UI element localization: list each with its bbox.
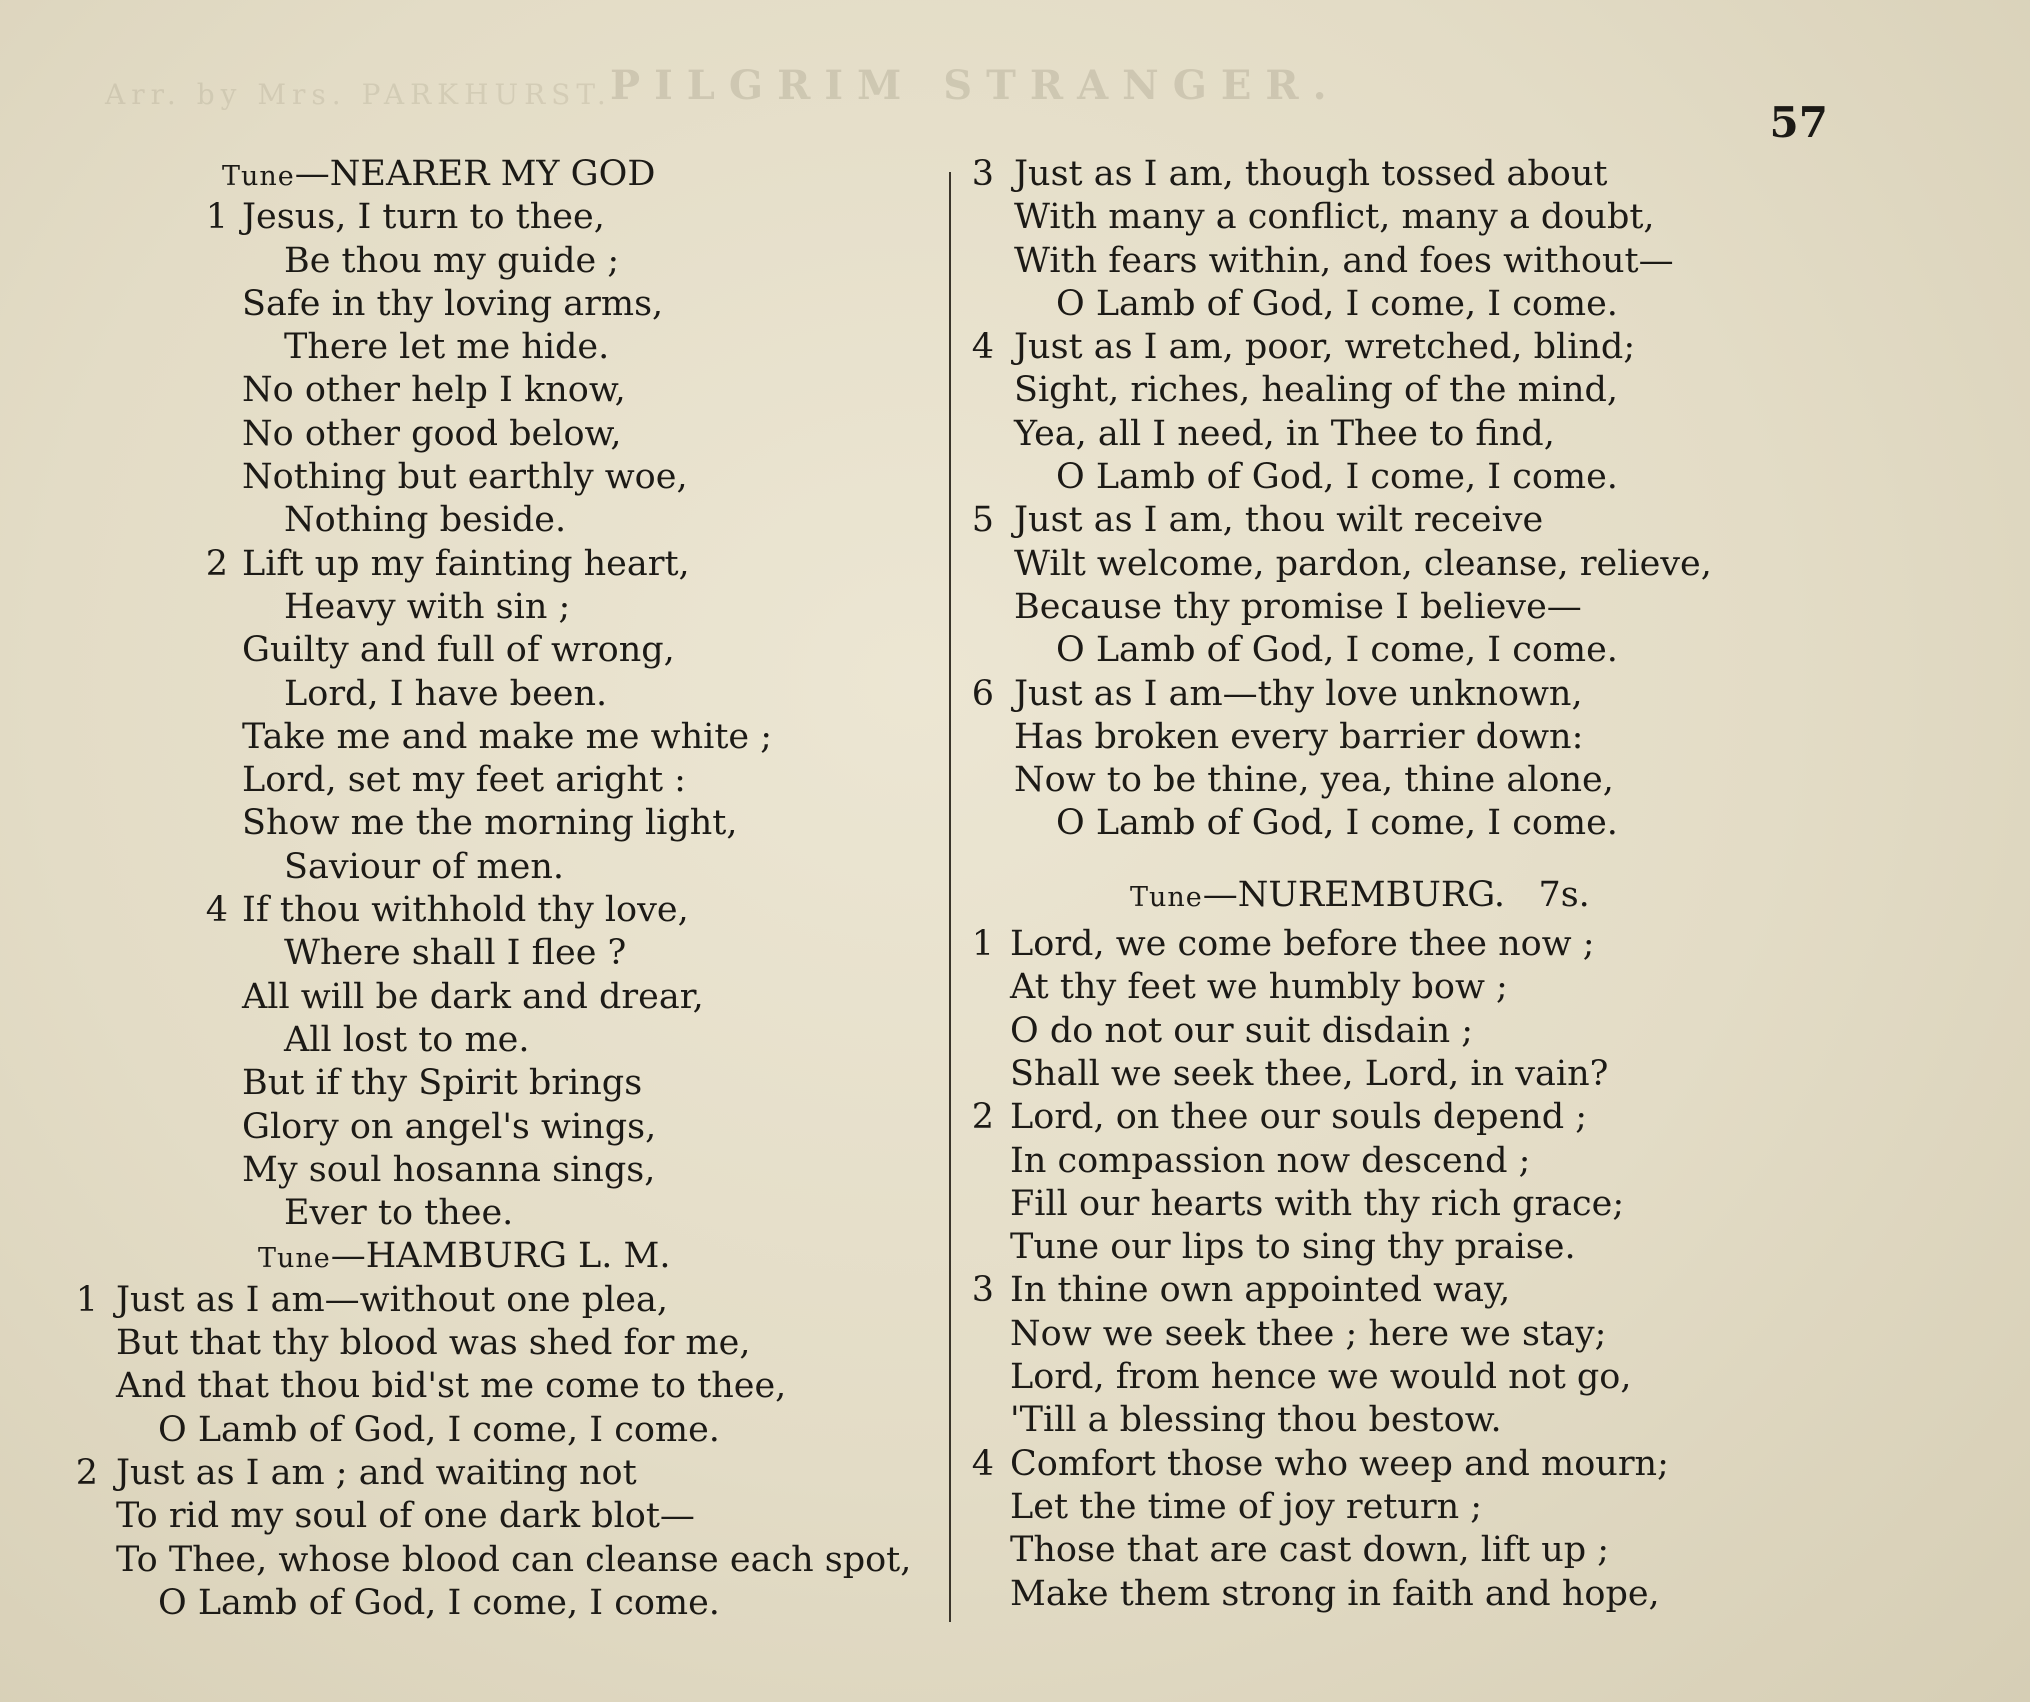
verse-text: In compassion now descend ;: [1010, 1140, 1531, 1181]
verse-line: [968, 1443, 1798, 1486]
verse-line: [70, 326, 940, 369]
verse-text: Comfort those who weep and mourn;: [1010, 1443, 1669, 1484]
tune-word: Tune: [222, 161, 295, 192]
verse-text: There let me hide.: [284, 327, 610, 368]
verse-line: [70, 1452, 940, 1495]
verse-line: [70, 759, 940, 802]
verse-line: [70, 802, 940, 845]
verse-text: Ever to thee.: [284, 1193, 514, 1234]
verse-text: Has broken every barrier down:: [1014, 716, 1584, 757]
verse-line: [70, 1106, 940, 1149]
verse-text: Yea, all I need, in Thee to find,: [1014, 413, 1555, 454]
verse-text: Shall we seek thee, Lord, in vain?: [1010, 1053, 1609, 1094]
verse-text: Saviour of men.: [284, 846, 564, 887]
column-divider: [949, 172, 951, 1622]
hymn-lord-we-come: [968, 923, 1798, 1616]
verse-line: [968, 802, 1798, 845]
verse-text: Safe in thy loving arms,: [242, 283, 664, 324]
verse-line: [968, 966, 1798, 1009]
verse-text: And that thou bid'st me come to thee,: [116, 1366, 787, 1407]
tune-word: Tune: [1130, 881, 1203, 913]
hymn-just-as-i-am: [70, 1279, 940, 1625]
verse-text: Just as I am, poor, wretched, blind;: [1014, 327, 1636, 368]
verse-text: Lord, on thee our souls depend ;: [1010, 1097, 1588, 1138]
verse-text: O Lamb of God, I come, I come.: [1056, 457, 1618, 498]
verse-text: O Lamb of God, I come, I come.: [1056, 630, 1618, 671]
verse-text: Tune our lips to sing thy praise.: [1010, 1227, 1576, 1268]
verse-number: 3: [971, 1270, 994, 1311]
verse-text: With many a conflict, many a doubt,: [1014, 197, 1655, 238]
verse-line: [968, 413, 1798, 456]
verse-number: 1: [205, 197, 228, 238]
verse-number: 3: [971, 154, 994, 194]
verse-text: To rid my soul of one dark blot—: [116, 1496, 695, 1537]
verse-text: My soul hosanna sings,: [242, 1149, 656, 1190]
verse-text: If thou withhold thy love,: [242, 890, 689, 931]
verse-text: Take me and make me white ;: [242, 716, 773, 757]
verse-text: Jesus, I turn to thee,: [242, 197, 605, 238]
verse-line: [968, 543, 1798, 586]
verse-line: [968, 326, 1798, 369]
verse-text: Heavy with sin ;: [284, 586, 571, 627]
verse-line: [968, 369, 1798, 412]
page-number: 57: [1769, 98, 1828, 147]
verse-line: [968, 1486, 1798, 1529]
verse-line: [70, 240, 940, 283]
verse-line: [968, 499, 1798, 542]
verse-line: [968, 1529, 1798, 1572]
verse-line: [968, 153, 1798, 196]
verse-text: But if thy Spirit brings: [242, 1063, 643, 1104]
verse-text: Nothing but earthly woe,: [242, 457, 688, 498]
verse-line: [968, 1053, 1798, 1096]
tune-heading-nearer-my-god: [70, 153, 940, 196]
verse-text: No other good below,: [242, 413, 622, 454]
verse-text: Lord, set my feet aright :: [242, 760, 686, 801]
verse-text: O do not our suit disdain ;: [1010, 1010, 1474, 1051]
bleed-through-credit: Arr. by Mrs. PARKHURST.: [105, 78, 612, 111]
hymn-just-as-i-am-continued: [968, 153, 1798, 846]
verse-line: [70, 932, 940, 975]
verse-line: [70, 1149, 940, 1192]
verse-line: [70, 889, 940, 932]
verse-text: Guilty and full of wrong,: [242, 630, 675, 671]
left-column: [70, 153, 940, 1625]
verse-text: Just as I am ; and waiting not: [116, 1452, 637, 1493]
verse-line: [70, 369, 940, 412]
verse-line: [70, 846, 940, 889]
verse-line: [70, 456, 940, 499]
verse-number: 1: [971, 924, 994, 965]
verse-line: [968, 1356, 1798, 1399]
verse-text: Show me the morning light,: [242, 803, 738, 844]
verse-line: [70, 543, 940, 586]
verse-line: [70, 976, 940, 1019]
verse-text: O Lamb of God, I come, I come.: [158, 1409, 720, 1450]
verse-text: Lord, we come before thee now ;: [1010, 924, 1595, 965]
verse-text: Lift up my fainting heart,: [242, 543, 690, 584]
verse-text: Now we seek thee ; here we stay;: [1010, 1313, 1607, 1354]
verse-text: Fill our hearts with thy rich grace;: [1010, 1183, 1625, 1224]
tune-word: Tune: [258, 1243, 331, 1275]
verse-line: [968, 1140, 1798, 1183]
verse-text: Just as I am—thy love unknown,: [1014, 673, 1583, 714]
verse-text: To Thee, whose blood can cleanse each spot,: [116, 1539, 912, 1580]
verse-text: But that thy blood was shed for me,: [116, 1323, 751, 1364]
verse-line: [70, 499, 940, 542]
verse-text: Let the time of joy return ;: [1010, 1486, 1483, 1527]
tune-name: —NEARER MY GOD: [294, 154, 656, 194]
verse-line: [968, 1096, 1798, 1139]
verse-text: All lost to me.: [284, 1019, 530, 1060]
tune-name: —NUREMBURG.: [1202, 874, 1506, 915]
verse-number: 2: [75, 1452, 98, 1493]
verse-text: Nothing beside.: [284, 500, 567, 541]
verse-line: [968, 759, 1798, 802]
tune-name: —HAMBURG L. M.: [330, 1236, 671, 1277]
verse-text: Just as I am, thou wilt receive: [1014, 500, 1544, 541]
right-column: [968, 153, 1798, 1616]
verse-text: Because thy promise I believe—: [1014, 586, 1582, 627]
verse-line: [70, 1279, 940, 1322]
verse-text: Make them strong in faith and hope,: [1010, 1573, 1660, 1614]
hymn-nearer-my-god: [70, 196, 940, 1235]
verse-text: 'Till a blessing thou bestow.: [1010, 1400, 1502, 1441]
verse-line: [70, 283, 940, 326]
verse-line: [70, 716, 940, 759]
verse-text: Sight, riches, healing of the mind,: [1014, 370, 1619, 411]
verse-line: [70, 1365, 940, 1408]
verse-text: Lord, from hence we would not go,: [1010, 1357, 1632, 1398]
verse-text: Those that are cast down, lift up ;: [1010, 1530, 1610, 1571]
verse-text: Just as I am, though tossed about: [1014, 154, 1608, 194]
verse-line: [70, 1062, 940, 1105]
verse-line: [70, 1495, 940, 1538]
verse-line: [968, 586, 1798, 629]
verse-number: 2: [205, 543, 228, 584]
verse-line: [968, 1313, 1798, 1356]
tune-heading-hamburg: [70, 1235, 940, 1278]
verse-text: O Lamb of God, I come, I come.: [1056, 283, 1618, 324]
verse-line: [70, 586, 940, 629]
verse-line: [968, 1010, 1798, 1053]
verse-line: [70, 1192, 940, 1235]
verse-number: 5: [971, 500, 994, 541]
verse-text: No other help I know,: [242, 370, 626, 411]
verse-line: [968, 1269, 1798, 1312]
verse-number: 4: [971, 1443, 994, 1484]
verse-text: Now to be thine, yea, thine alone,: [1014, 760, 1614, 801]
verse-line: [968, 629, 1798, 672]
verse-text: O Lamb of God, I come, I come.: [1056, 803, 1618, 844]
verse-text: All will be dark and drear,: [242, 976, 704, 1017]
verse-text: Glory on angel's wings,: [242, 1106, 657, 1147]
verse-number: 4: [205, 890, 228, 931]
verse-line: [968, 923, 1798, 966]
verse-line: [70, 1322, 940, 1365]
verse-line: [70, 1539, 940, 1582]
verse-text: Wilt welcome, pardon, cleanse, relieve,: [1014, 543, 1712, 584]
verse-line: [968, 1183, 1798, 1226]
verse-line: [968, 196, 1798, 239]
verse-text: In thine own appointed way,: [1010, 1270, 1511, 1311]
verse-text: Just as I am—without one plea,: [116, 1279, 669, 1320]
verse-line: [70, 196, 940, 239]
verse-line: [968, 456, 1798, 499]
verse-line: [70, 629, 940, 672]
verse-line: [968, 1573, 1798, 1616]
verse-line: [70, 1582, 940, 1625]
verse-text: Where shall I flee ?: [284, 933, 627, 974]
tune-heading-nuremburg: [968, 874, 1798, 917]
verse-text: At thy feet we humbly bow ;: [1010, 967, 1508, 1008]
verse-line: [968, 716, 1798, 759]
verse-number: 2: [971, 1097, 994, 1138]
verse-line: [968, 1226, 1798, 1269]
verse-line: [968, 240, 1798, 283]
spacer: [968, 846, 1798, 874]
verse-line: [70, 1409, 940, 1452]
verse-line: [968, 1399, 1798, 1442]
verse-text: Lord, I have been.: [284, 673, 608, 714]
tune-meter: 7s.: [1538, 874, 1590, 915]
verse-line: [968, 283, 1798, 326]
verse-line: [70, 673, 940, 716]
bleed-through-title: PILGRIM STRANGER.: [610, 62, 1341, 109]
verse-line: [70, 413, 940, 456]
verse-line: [968, 673, 1798, 716]
verse-number: 4: [971, 327, 994, 368]
verse-number: 6: [971, 673, 994, 714]
verse-text: O Lamb of God, I come, I come.: [158, 1582, 720, 1623]
verse-text: Be thou my guide ;: [284, 240, 620, 281]
verse-number: 1: [75, 1279, 98, 1320]
verse-line: [70, 1019, 940, 1062]
verse-text: With fears within, and foes without—: [1014, 240, 1674, 281]
